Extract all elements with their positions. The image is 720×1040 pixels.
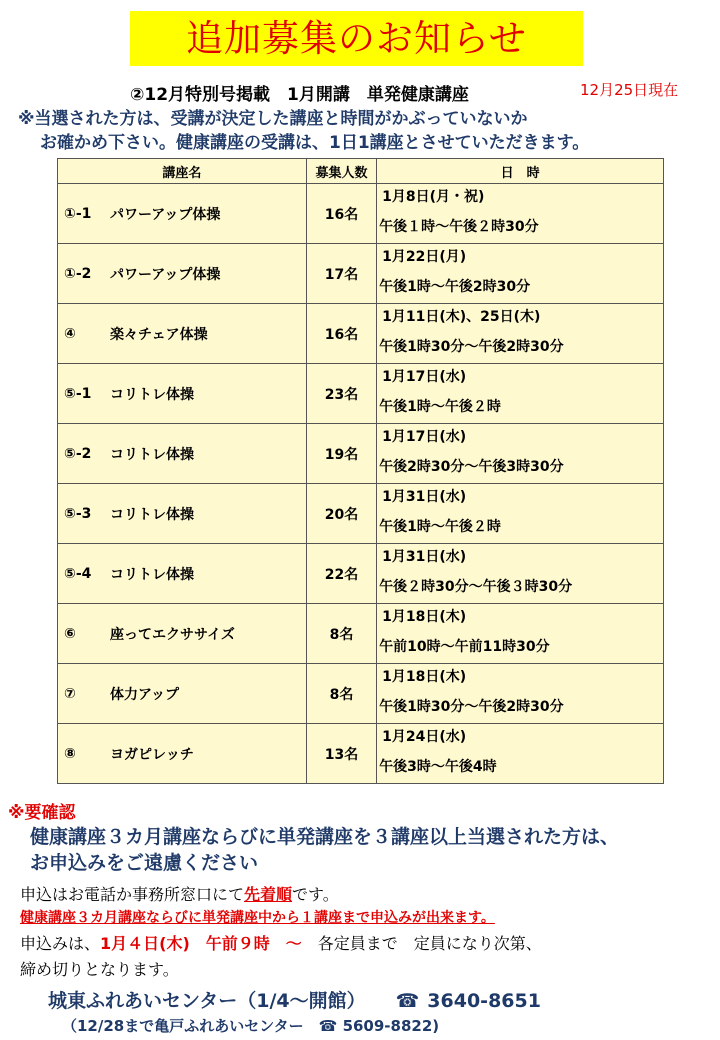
notice-line-2: お確かめ下さい。健康講座の受講は、1日1講座とさせていただきます。 (40, 133, 590, 153)
course-name: コリトレ体操 (110, 446, 194, 463)
course-date: 1月31日(水) (382, 488, 467, 505)
table-row (58, 484, 664, 544)
course-name-cell (58, 244, 307, 304)
course-name-cell (58, 304, 307, 364)
course-time: 午後1時30分～午後2時30分 (379, 338, 564, 355)
warning-body-2: お申込みをご遠慮ください (30, 852, 259, 874)
course-code: ①-1 (64, 205, 92, 222)
table-row (58, 544, 664, 604)
capacity-cell: 16名 (306, 184, 376, 244)
table-row (58, 604, 664, 664)
course-date: 1月18日(木) (382, 608, 467, 625)
apply-line-1-post: です。 (292, 885, 339, 904)
capacity-cell: 8名 (306, 604, 376, 664)
course-name-cell (58, 424, 307, 484)
course-name-cell (58, 604, 307, 664)
capacity-cell: 16名 (306, 304, 376, 364)
table-row (58, 184, 664, 244)
datetime-cell (377, 724, 664, 784)
course-date: 1月8日(月・祝) (382, 188, 485, 205)
datetime-cell (377, 544, 664, 604)
course-code: ④ (64, 325, 76, 342)
table-row (58, 424, 664, 484)
alt-center: （12/28まで亀戸ふれあいセンター (62, 1017, 319, 1035)
apply-start-datetime: 1月４日(木) 午前９時 ～ (100, 934, 302, 953)
capacity-cell: 13名 (306, 724, 376, 784)
course-time: 午後1時～午後2時30分 (379, 278, 531, 295)
table-row (58, 364, 664, 424)
phone-icon: ☎ (318, 1017, 338, 1035)
alt-phone[interactable]: 5609-8822) (342, 1017, 440, 1035)
datetime-cell (377, 364, 664, 424)
as-of-date: 12月25日現在 (580, 81, 679, 99)
datetime-cell (377, 484, 664, 544)
center-name: 城東ふれあいセンター（1/4～開館） (48, 990, 366, 1012)
course-name: コリトレ体操 (110, 386, 194, 403)
phone-icon: ☎ (395, 990, 420, 1012)
course-time: 午後1時～午後２時 (379, 398, 501, 415)
course-name: パワーアップ体操 (110, 266, 221, 283)
course-time: 午後1時～午後２時 (379, 518, 501, 535)
capacity-cell: 20名 (306, 484, 376, 544)
course-name: 楽々チェア体操 (110, 326, 208, 343)
course-name: パワーアップ体操 (110, 206, 221, 223)
table-header-row (58, 159, 664, 184)
table-row (58, 304, 664, 364)
course-date: 1月18日(木) (382, 668, 467, 685)
notice-line-1: ※当選された方は、受講が決定した講座と時間がかぶっていないか (18, 109, 528, 129)
course-date: 1月22日(月) (382, 248, 467, 265)
course-name: 体力アップ (110, 686, 180, 703)
datetime-cell (377, 664, 664, 724)
course-name-cell (58, 484, 307, 544)
subtitle: ②12月特別号掲載 1月開講 単発健康講座 (130, 85, 469, 105)
course-date: 1月31日(水) (382, 548, 467, 565)
first-come-label: 先着順 (244, 885, 293, 904)
course-code: ①-2 (64, 265, 92, 282)
capacity-cell: 19名 (306, 424, 376, 484)
header-capacity: 募集人数 (306, 159, 376, 184)
course-date: 1月17日(水) (382, 368, 467, 385)
center-phone[interactable]: 3640-8651 (427, 990, 541, 1012)
course-code: ⑥ (64, 625, 76, 642)
course-name-cell (58, 544, 307, 604)
contact-center (48, 986, 541, 1013)
course-time: 午後1時30分～午後2時30分 (379, 698, 564, 715)
course-time: 午後２時30分～午後３時30分 (379, 578, 573, 595)
course-name-cell (58, 184, 307, 244)
apply-line-2: 健康講座３カ月講座ならびに単発講座中から１講座まで申込みが出来ます。 (20, 910, 495, 926)
course-name: コリトレ体操 (110, 566, 194, 583)
contact-alt (62, 1015, 439, 1036)
course-name: 座ってエクササイズ (110, 626, 235, 643)
apply-line-3-post: 各定員まで 定員になり次第、 (301, 934, 542, 953)
table-row (58, 724, 664, 784)
apply-line-1-pre: 申込はお電話か事務所窓口にて (20, 885, 245, 904)
table-row (58, 664, 664, 724)
datetime-cell (377, 424, 664, 484)
datetime-cell (377, 604, 664, 664)
course-code: ⑤-4 (64, 565, 92, 582)
course-name: ヨガピレッチ (110, 746, 194, 763)
datetime-cell (377, 304, 664, 364)
course-date: 1月24日(水) (382, 728, 467, 745)
page-title: 追加募集のお知らせ (130, 11, 583, 66)
course-code: ⑦ (64, 685, 76, 702)
course-date: 1月11日(木)、25日(木) (382, 308, 541, 325)
course-time: 午後１時～午後２時30分 (379, 218, 539, 235)
header-course-name: 講座名 (58, 159, 307, 184)
datetime-cell (377, 184, 664, 244)
capacity-cell: 22名 (306, 544, 376, 604)
course-code: ⑤-3 (64, 505, 92, 522)
course-name-cell (58, 664, 307, 724)
warning-heading: ※要確認 (8, 803, 76, 823)
course-code: ⑤-1 (64, 385, 92, 402)
course-table (57, 158, 664, 784)
course-time: 午後3時～午後4時 (379, 758, 497, 775)
datetime-cell (377, 244, 664, 304)
course-date: 1月17日(水) (382, 428, 467, 445)
course-name-cell (58, 364, 307, 424)
apply-line-1 (20, 882, 339, 905)
warning-body-1: 健康講座３カ月講座ならびに単発講座を３講座以上当選された方は、 (30, 826, 620, 848)
apply-line-4: 締め切りとなります。 (20, 960, 179, 979)
course-time: 午前10時～午前11時30分 (379, 638, 550, 655)
table-row (58, 244, 664, 304)
capacity-cell: 17名 (306, 244, 376, 304)
capacity-cell: 8名 (306, 664, 376, 724)
course-code: ⑤-2 (64, 445, 92, 462)
course-name-cell (58, 724, 307, 784)
course-name: コリトレ体操 (110, 506, 194, 523)
capacity-cell: 23名 (306, 364, 376, 424)
apply-line-3 (20, 931, 542, 954)
course-time: 午後2時30分～午後3時30分 (379, 458, 564, 475)
apply-line-3-pre: 申込みは、 (20, 934, 101, 953)
course-code: ⑧ (64, 745, 76, 762)
header-datetime: 日 時 (377, 159, 664, 184)
